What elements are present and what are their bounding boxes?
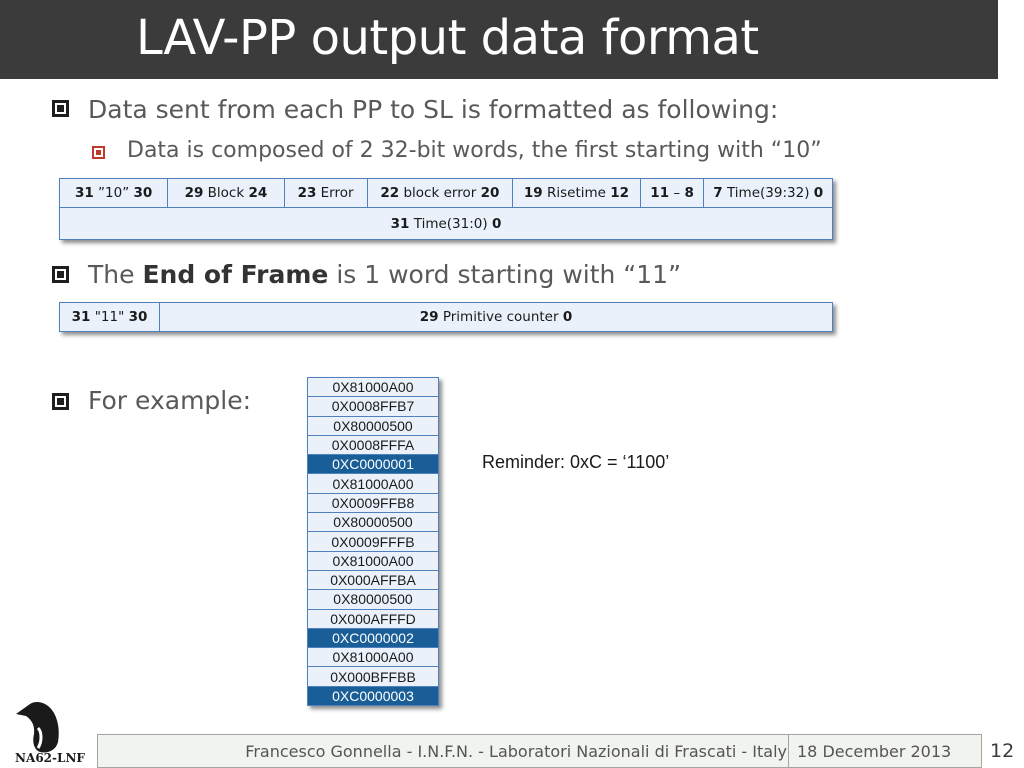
example-word-value: 0X80000500	[308, 513, 439, 532]
field-cell-time: 31 Time(31:0) 0	[60, 208, 833, 240]
field-cell: 29 Block 24	[168, 179, 284, 208]
sub-bullet-data-composed: Data is composed of 2 32-bit words, the first starting with “10”	[127, 138, 822, 163]
bullet-end-of-frame: The End of Frame is 1 word starting with “11”	[88, 260, 682, 289]
bullet-for-example: For example:	[88, 386, 252, 415]
example-word-row	[308, 493, 439, 512]
example-word-value: 0X0009FFFB	[308, 532, 439, 551]
example-word-value: 0X80000500	[308, 416, 439, 435]
field-cell: 7 Time(39:32) 0	[704, 179, 833, 208]
example-word-row	[308, 628, 439, 647]
svg-text:NA62-LNF: NA62-LNF	[15, 751, 85, 765]
example-word-row	[308, 435, 439, 454]
example-word-row	[308, 532, 439, 551]
example-word-row	[308, 397, 439, 416]
bullet-square-icon	[52, 266, 69, 283]
example-word-value: 0X000BFFBB	[308, 667, 439, 686]
example-word-value: 0XC0000001	[308, 455, 439, 474]
example-words-table	[307, 377, 439, 706]
example-word-value: 0X81000A00	[308, 551, 439, 570]
example-word-value: 0XC0000002	[308, 628, 439, 647]
sub-bullet-square-icon	[92, 146, 105, 159]
field-cell: 29 Primitive counter 0	[160, 303, 833, 332]
data-word-row-1	[60, 179, 833, 208]
example-word-row	[308, 378, 439, 397]
example-word-value: 0X000AFFBA	[308, 570, 439, 589]
example-word-row	[308, 570, 439, 589]
footer-bar	[97, 734, 982, 768]
example-word-row	[308, 474, 439, 493]
example-word-row	[308, 609, 439, 628]
page-number: 12	[990, 740, 1015, 762]
data-word-format-table	[59, 178, 833, 240]
example-word-value: 0X0009FFB8	[308, 493, 439, 512]
data-word-row-2	[60, 208, 833, 240]
field-cell: 23 Error	[284, 179, 367, 208]
title-bar	[0, 0, 998, 79]
example-word-value: 0X81000A00	[308, 474, 439, 493]
example-word-row	[308, 686, 439, 705]
field-cell: 22 block error 20	[367, 179, 513, 208]
example-word-row	[308, 667, 439, 686]
footer-author: Francesco Gonnella - I.N.F.N. - Laboratori Nazionali di Frascati - Italy	[245, 742, 787, 761]
field-cell: 31 "11" 30	[60, 303, 160, 332]
example-word-value: 0X81000A00	[308, 378, 439, 397]
example-word-value: 0XC0000003	[308, 686, 439, 705]
bullet-square-icon	[52, 100, 69, 117]
footer-date: 18 December 2013	[797, 742, 952, 761]
bullet-square-icon	[52, 393, 69, 410]
end-of-frame-table	[59, 302, 833, 332]
example-word-value: 0X000AFFFD	[308, 609, 439, 628]
example-word-row	[308, 416, 439, 435]
field-cell: 31 ”10” 30	[60, 179, 168, 208]
example-word-row	[308, 455, 439, 474]
footer-divider	[788, 735, 789, 767]
field-cell: 11 – 8	[640, 179, 704, 208]
example-word-value: 0X80000500	[308, 590, 439, 609]
eof-row	[60, 303, 833, 332]
example-word-value: 0X0008FFFA	[308, 435, 439, 454]
example-word-row	[308, 590, 439, 609]
example-word-value: 0X81000A00	[308, 648, 439, 667]
bullet-data-sent: Data sent from each PP to SL is formatted as following:	[88, 95, 779, 124]
field-cell: 19 Risetime 12	[513, 179, 640, 208]
example-word-row	[308, 513, 439, 532]
slide-title: LAV-PP output data format	[136, 10, 759, 66]
example-word-value: 0X0008FFB7	[308, 397, 439, 416]
na62-lnf-logo	[8, 698, 92, 766]
reminder-note: Reminder: 0xC = ‘1100’	[482, 452, 670, 472]
example-word-row	[308, 551, 439, 570]
example-word-row	[308, 648, 439, 667]
